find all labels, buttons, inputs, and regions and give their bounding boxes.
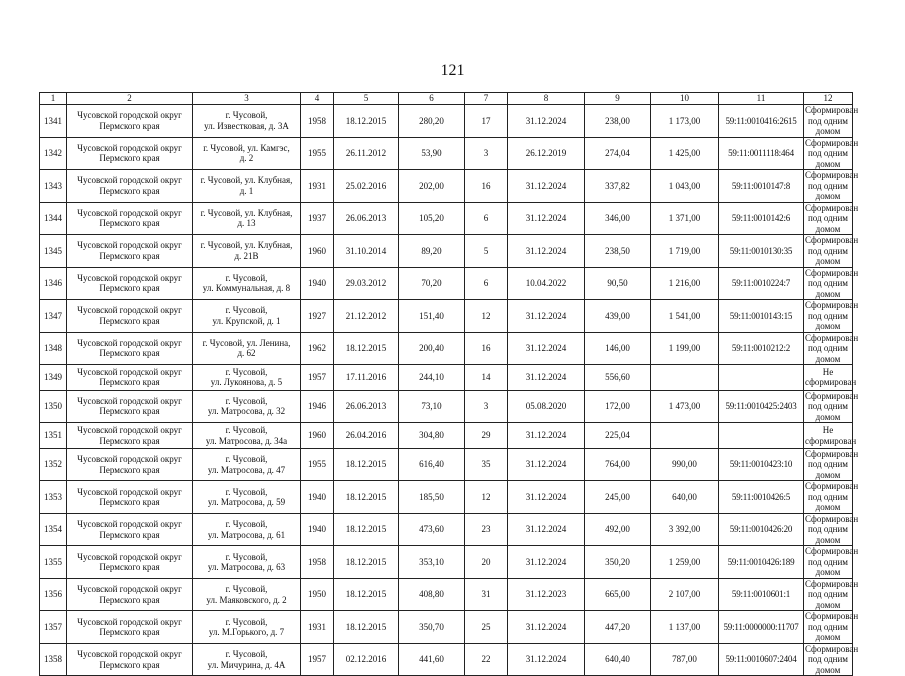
cell-status: Не сформирован [804, 365, 853, 391]
cell-area: 353,10 [399, 546, 465, 579]
cell-district: Чусовской городской округ Пермского края [67, 365, 193, 391]
cell-cadastral: 59:11:0010130:35 [719, 235, 804, 268]
cell-cadastral: 59:11:0010607:2404 [719, 643, 804, 676]
cell-date-recognition: 18.12.2015 [334, 105, 399, 138]
cell-address: г. Чусовой, ул. Матросова, д. 32 [193, 390, 301, 423]
cell-residents: 12 [465, 481, 508, 514]
cell-value-2: 1 199,00 [651, 332, 719, 365]
cell-date-recognition: 26.06.2013 [334, 390, 399, 423]
cell-date-recognition: 18.12.2015 [334, 481, 399, 514]
column-header-12: 12 [804, 93, 853, 105]
cell-number: 1350 [40, 390, 67, 423]
cell-district: Чусовской городской округ Пермского края [67, 448, 193, 481]
cell-value-2 [651, 423, 719, 449]
cell-district: Чусовской городской округ Пермского края [67, 611, 193, 644]
cell-status: Сформирован под одним домом [805, 513, 859, 545]
cell-value-2: 1 541,00 [651, 300, 719, 333]
cell-district: Чусовской городской округ Пермского края [67, 267, 193, 300]
cell-value-1: 665,00 [585, 578, 651, 611]
cell-value-2: 1 259,00 [651, 546, 719, 579]
cell-value-2: 1 173,00 [651, 105, 719, 138]
cell-address: г. Чусовой, ул. М.Горького, д. 7 [193, 611, 301, 644]
cell-date-recognition: 26.04.2016 [334, 423, 399, 449]
table-row [40, 643, 853, 676]
cell-status: Сформирован под одним домом [805, 332, 859, 364]
cell-value-1: 556,60 [585, 365, 651, 391]
cell-address: г. Чусовой, ул. Матросова, д. 61 [193, 513, 301, 546]
header-row [40, 93, 853, 105]
cell-cadastral: 59:11:0010601:1 [719, 578, 804, 611]
cell-number: 1346 [40, 267, 67, 300]
cell-address: г. Чусовой, ул. Клубная, д. 13 [193, 202, 301, 235]
cell-area: 89,20 [399, 235, 465, 268]
cell-status: Сформирован под одним домом [805, 267, 859, 299]
cell-date-planned: 31.12.2024 [508, 202, 585, 235]
table-row [40, 235, 853, 268]
cell-value-1: 492,00 [585, 513, 651, 546]
cell-district: Чусовской городской округ Пермского края [67, 105, 193, 138]
cell-value-1: 146,00 [585, 332, 651, 365]
cell-date-recognition: 18.12.2015 [334, 448, 399, 481]
cell-value-2: 1 425,00 [651, 137, 719, 170]
cell-number: 1341 [40, 105, 67, 138]
cell-value-1: 238,50 [585, 235, 651, 268]
cell-date-recognition: 31.10.2014 [334, 235, 399, 268]
cell-residents: 16 [465, 332, 508, 365]
cell-date-planned: 31.12.2024 [508, 423, 585, 449]
cell-area: 441,60 [399, 643, 465, 676]
cell-district: Чусовской городской округ Пермского края [67, 390, 193, 423]
cell-cadastral: 59:11:0010426:5 [719, 481, 804, 514]
cell-residents: 14 [465, 365, 508, 391]
cell-value-1: 274,04 [585, 137, 651, 170]
column-header-3: 3 [193, 93, 301, 105]
cell-cadastral [719, 365, 804, 391]
cell-address: г. Чусовой, ул. Матросова, д. 34а [193, 423, 301, 449]
cell-area: 473,60 [399, 513, 465, 546]
cell-address: г. Чусовой, ул. Ленина, д. 62 [193, 332, 301, 365]
cell-residents: 6 [465, 267, 508, 300]
column-header-2: 2 [67, 93, 193, 105]
cell-year: 1927 [301, 300, 334, 333]
cell-date-planned: 31.12.2024 [508, 611, 585, 644]
cell-year: 1950 [301, 578, 334, 611]
table-row [40, 300, 853, 333]
cell-value-1: 346,00 [585, 202, 651, 235]
cell-date-recognition: 25.02.2016 [334, 170, 399, 203]
cell-district: Чусовской городской округ Пермского края [67, 332, 193, 365]
cell-date-planned: 31.12.2024 [508, 105, 585, 138]
cell-date-planned: 31.12.2024 [508, 365, 585, 391]
cell-number: 1343 [40, 170, 67, 203]
cell-year: 1957 [301, 365, 334, 391]
cell-cadastral: 59:11:0010416:2615 [719, 105, 804, 138]
cell-residents: 6 [465, 202, 508, 235]
cell-year: 1931 [301, 170, 334, 203]
cell-date-recognition: 18.12.2015 [334, 546, 399, 579]
cell-number: 1353 [40, 481, 67, 514]
cell-area: 408,80 [399, 578, 465, 611]
cell-number: 1354 [40, 513, 67, 546]
cell-status: Сформирован под одним домом [805, 611, 859, 643]
table-row [40, 202, 853, 235]
cell-date-planned: 31.12.2024 [508, 332, 585, 365]
cell-address: г. Чусовой, ул. Известковая, д. 3А [193, 105, 301, 138]
cell-date-planned: 31.12.2024 [508, 513, 585, 546]
cell-year: 1958 [301, 546, 334, 579]
cell-residents: 22 [465, 643, 508, 676]
cell-value-1: 439,00 [585, 300, 651, 333]
cell-cadastral: 59:11:0010426:20 [719, 513, 804, 546]
cell-area: 202,00 [399, 170, 465, 203]
table-row [40, 267, 853, 300]
cell-number: 1352 [40, 448, 67, 481]
cell-district: Чусовской городской округ Пермского края [67, 170, 193, 203]
cell-year: 1955 [301, 448, 334, 481]
cell-date-recognition: 26.06.2013 [334, 202, 399, 235]
table-row [40, 365, 853, 391]
cell-date-planned: 31.12.2023 [508, 578, 585, 611]
cell-district: Чусовской городской округ Пермского края [67, 235, 193, 268]
cell-status: Сформирован под одним домом [805, 448, 859, 480]
cell-residents: 3 [465, 390, 508, 423]
cell-residents: 3 [465, 137, 508, 170]
cell-date-planned: 31.12.2024 [508, 546, 585, 579]
cell-cadastral: 59:11:0010143:15 [719, 300, 804, 333]
cell-value-1: 225,04 [585, 423, 651, 449]
cell-status: Сформирован под одним домом [805, 481, 859, 513]
cell-number: 1349 [40, 365, 67, 391]
cell-value-2: 1 216,00 [651, 267, 719, 300]
cell-year: 1946 [301, 390, 334, 423]
cell-value-1: 447,20 [585, 611, 651, 644]
table-row [40, 137, 853, 170]
cell-year: 1962 [301, 332, 334, 365]
column-header-5: 5 [334, 93, 399, 105]
column-header-7: 7 [465, 93, 508, 105]
cell-value-2: 1 043,00 [651, 170, 719, 203]
cell-year: 1960 [301, 423, 334, 449]
cell-number: 1358 [40, 643, 67, 676]
cell-value-2: 1 719,00 [651, 235, 719, 268]
cell-year: 1937 [301, 202, 334, 235]
cell-district: Чусовской городской округ Пермского края [67, 513, 193, 546]
column-header-6: 6 [399, 93, 465, 105]
cell-value-2: 3 392,00 [651, 513, 719, 546]
cell-date-recognition: 29.03.2012 [334, 267, 399, 300]
cell-value-2: 1 137,00 [651, 611, 719, 644]
column-header-4: 4 [301, 93, 334, 105]
cell-address: г. Чусовой, ул. Клубная, д. 1 [193, 170, 301, 203]
cell-value-2: 1 371,00 [651, 202, 719, 235]
cell-cadastral: 59:11:0010147:8 [719, 170, 804, 203]
column-header-10: 10 [651, 93, 719, 105]
table-row [40, 105, 853, 138]
cell-date-planned: 31.12.2024 [508, 643, 585, 676]
cell-status: Сформирован под одним домом [805, 578, 859, 610]
cell-area: 185,50 [399, 481, 465, 514]
cell-cadastral: 59:11:0010425:2403 [719, 390, 804, 423]
table-row [40, 611, 853, 644]
cell-date-planned: 26.12.2019 [508, 137, 585, 170]
column-header-11: 11 [719, 93, 804, 105]
cell-year: 1940 [301, 513, 334, 546]
cell-area: 105,20 [399, 202, 465, 235]
cell-date-recognition: 18.12.2015 [334, 611, 399, 644]
cell-area: 73,10 [399, 390, 465, 423]
cell-value-2: 990,00 [651, 448, 719, 481]
cell-number: 1355 [40, 546, 67, 579]
cell-date-planned: 31.12.2024 [508, 170, 585, 203]
cell-cadastral [719, 423, 804, 449]
cell-residents: 12 [465, 300, 508, 333]
cell-date-planned: 05.08.2020 [508, 390, 585, 423]
cell-address: г. Чусовой, ул. Матросова, д. 63 [193, 546, 301, 579]
table-row [40, 578, 853, 611]
cell-status: Сформирован под одним домом [805, 137, 859, 169]
table-body [40, 105, 859, 676]
cell-date-recognition: 18.12.2015 [334, 332, 399, 365]
cell-value-1: 350,20 [585, 546, 651, 579]
cell-value-2 [651, 365, 719, 391]
cell-area: 244,10 [399, 365, 465, 391]
table-row [40, 546, 853, 579]
registry-table [39, 92, 859, 676]
cell-residents: 23 [465, 513, 508, 546]
cell-residents: 25 [465, 611, 508, 644]
cell-status: Не сформирован [804, 423, 853, 449]
cell-value-1: 337,82 [585, 170, 651, 203]
cell-address: г. Чусовой, ул. Матросова, д. 47 [193, 448, 301, 481]
cell-address: г. Чусовой, ул. Матросова, д. 59 [193, 481, 301, 514]
cell-residents: 31 [465, 578, 508, 611]
cell-area: 280,20 [399, 105, 465, 138]
cell-date-planned: 31.12.2024 [508, 300, 585, 333]
cell-number: 1351 [40, 423, 67, 449]
cell-year: 1958 [301, 105, 334, 138]
cell-residents: 5 [465, 235, 508, 268]
cell-value-2: 2 107,00 [651, 578, 719, 611]
cell-cadastral: 59:11:0010423:10 [719, 448, 804, 481]
cell-value-1: 764,00 [585, 448, 651, 481]
cell-number: 1347 [40, 300, 67, 333]
cell-value-1: 640,40 [585, 643, 651, 676]
cell-value-1: 90,50 [585, 267, 651, 300]
cell-address: г. Чусовой, ул. Маяковского, д. 2 [193, 578, 301, 611]
cell-date-recognition: 02.12.2016 [334, 643, 399, 676]
cell-year: 1940 [301, 481, 334, 514]
cell-address: г. Чусовой, ул. Клубная, д. 21В [193, 235, 301, 268]
cell-cadastral: 59:11:0010212:2 [719, 332, 804, 365]
cell-value-2: 787,00 [651, 643, 719, 676]
cell-year: 1955 [301, 137, 334, 170]
cell-area: 350,70 [399, 611, 465, 644]
cell-district: Чусовской городской округ Пермского края [67, 643, 193, 676]
cell-year: 1940 [301, 267, 334, 300]
cell-status: Сформирован под одним домом [805, 546, 859, 578]
cell-number: 1345 [40, 235, 67, 268]
cell-status: Сформирован под одним домом [805, 235, 859, 266]
cell-cadastral: 59:11:0011118:464 [719, 137, 804, 170]
cell-status: Сформирован под одним домом [805, 105, 859, 136]
table-row [40, 390, 853, 423]
cell-district: Чусовской городской округ Пермского края [67, 481, 193, 514]
cell-value-1: 172,00 [585, 390, 651, 423]
cell-area: 304,80 [399, 423, 465, 449]
cell-residents: 16 [465, 170, 508, 203]
cell-number: 1344 [40, 202, 67, 235]
cell-value-1: 238,00 [585, 105, 651, 138]
cell-number: 1348 [40, 332, 67, 365]
cell-cadastral: 59:11:0010426:189 [719, 546, 804, 579]
cell-area: 53,90 [399, 137, 465, 170]
cell-status: Сформирован под одним домом [805, 390, 859, 422]
cell-cadastral: 59:11:0010142:6 [719, 202, 804, 235]
cell-date-planned: 31.12.2024 [508, 235, 585, 268]
cell-area: 616,40 [399, 448, 465, 481]
cell-area: 151,40 [399, 300, 465, 333]
cell-date-recognition: 17.11.2016 [334, 365, 399, 391]
cell-status: Сформирован под одним домом [805, 300, 859, 331]
cell-district: Чусовской городской округ Пермского края [67, 423, 193, 449]
table-row [40, 170, 853, 203]
cell-number: 1342 [40, 137, 67, 170]
cell-date-recognition: 26.11.2012 [334, 137, 399, 170]
cell-area: 70,20 [399, 267, 465, 300]
cell-year: 1931 [301, 611, 334, 644]
cell-value-1: 245,00 [585, 481, 651, 514]
table-row [40, 448, 853, 481]
page-number: 121 [440, 62, 465, 79]
cell-address: г. Чусовой, ул. Камгэс, д. 2 [193, 137, 301, 170]
cell-address: г. Чусовой, ул. Крупской, д. 1 [193, 300, 301, 333]
column-header-8: 8 [508, 93, 585, 105]
cell-residents: 35 [465, 448, 508, 481]
cell-district: Чусовской городской округ Пермского края [67, 202, 193, 235]
cell-date-recognition: 18.12.2015 [334, 578, 399, 611]
cell-year: 1960 [301, 235, 334, 268]
cell-date-recognition: 18.12.2015 [334, 513, 399, 546]
cell-date-recognition: 21.12.2012 [334, 300, 399, 333]
table-row [40, 481, 853, 514]
table-row [40, 423, 853, 449]
table-row [40, 513, 853, 546]
cell-district: Чусовской городской округ Пермского края [67, 300, 193, 333]
cell-address: г. Чусовой, ул. Коммунальная, д. 8 [193, 267, 301, 300]
cell-date-planned: 10.04.2022 [508, 267, 585, 300]
table-row [40, 332, 853, 365]
cell-residents: 20 [465, 546, 508, 579]
cell-district: Чусовской городской округ Пермского края [67, 578, 193, 611]
cell-number: 1357 [40, 611, 67, 644]
cell-residents: 17 [465, 105, 508, 138]
cell-residents: 29 [465, 423, 508, 449]
cell-address: г. Чусовой, ул. Мичурина, д. 4А [193, 643, 301, 676]
cell-area: 200,40 [399, 332, 465, 365]
cell-date-planned: 31.12.2024 [508, 448, 585, 481]
cell-district: Чусовской городской округ Пермского края [67, 137, 193, 170]
cell-district: Чусовской городской округ Пермского края [67, 546, 193, 579]
column-header-1: 1 [40, 93, 67, 105]
cell-cadastral: 59:11:0010224:7 [719, 267, 804, 300]
cell-date-planned: 31.12.2024 [508, 481, 585, 514]
cell-status: Сформирован под одним домом [805, 643, 859, 675]
cell-status: Сформирован под одним домом [805, 170, 859, 201]
cell-value-2: 640,00 [651, 481, 719, 514]
cell-value-2: 1 473,00 [651, 390, 719, 423]
cell-status: Сформирован под одним домом [805, 202, 859, 234]
column-header-9: 9 [585, 93, 651, 105]
cell-year: 1957 [301, 643, 334, 676]
cell-cadastral: 59:11:0000000:11707 [719, 611, 804, 644]
cell-number: 1356 [40, 578, 67, 611]
cell-address: г. Чусовой, ул. Лукоянова, д. 5 [193, 365, 301, 391]
